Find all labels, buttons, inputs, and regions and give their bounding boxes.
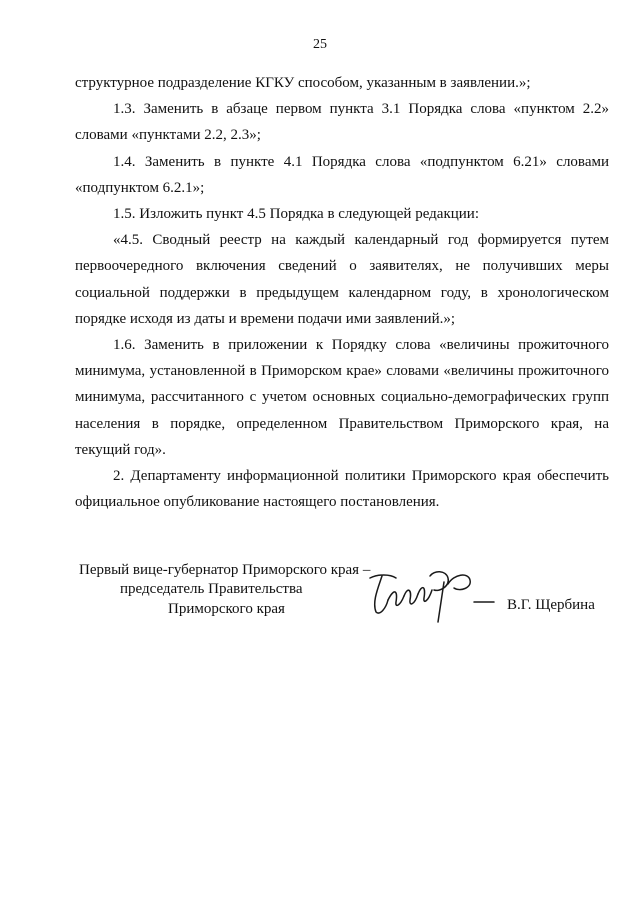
signatory-position-line-1: Первый вице-губернатор Приморского края –	[79, 562, 371, 578]
document-body	[75, 70, 609, 515]
handwritten-signature	[364, 566, 498, 624]
signature-block	[0, 560, 640, 640]
page-number: 25	[313, 37, 327, 52]
signatory-position-line-3: Приморского края	[168, 601, 285, 617]
signatory-position-line-2: председатель Правительства	[120, 581, 303, 597]
paragraph-1-6: 1.6. Заменить в приложении к Порядку слова «величины прожиточного минимума, установленной в Приморском крае» словами «величины прожиточного минимума, рассчитанного с учетом основных социально-демографических групп населения в порядке, определенном Правительством Приморского края, на текущий год».	[75, 337, 609, 458]
paragraph-1-4: 1.4. Заменить в пункте 4.1 Порядка слова «подпунктом 6.21» словами «подпунктом 6.2.1»;	[75, 153, 609, 196]
signatory-name: В.Г. Щербина	[507, 597, 595, 613]
paragraph-4-5-quote: «4.5. Сводный реестр на каждый календарный год формируется путем первоочередного включения сведений о заявителях, не получивших меры социальной поддержки в предыдущем календарном году, в хронологическом порядке исходя из даты и времени подачи ими заявлений.»;	[75, 232, 609, 327]
paragraph-2: 2. Департаменту информационной политики Приморского края обеспечить официальное опубликование настоящего постановления.	[75, 468, 609, 511]
paragraph-1-3: 1.3. Заменить в абзаце первом пункта 3.1 Порядка слова «пунктом 2.2» словами «пунктами 2.2, 2.3»;	[75, 101, 609, 144]
paragraph-1-5: 1.5. Изложить пункт 4.5 Порядка в следующей редакции:	[113, 206, 479, 223]
paragraph-continuation: структурное подразделение КГКУ способом, указанным в заявлении.»;	[75, 75, 531, 91]
